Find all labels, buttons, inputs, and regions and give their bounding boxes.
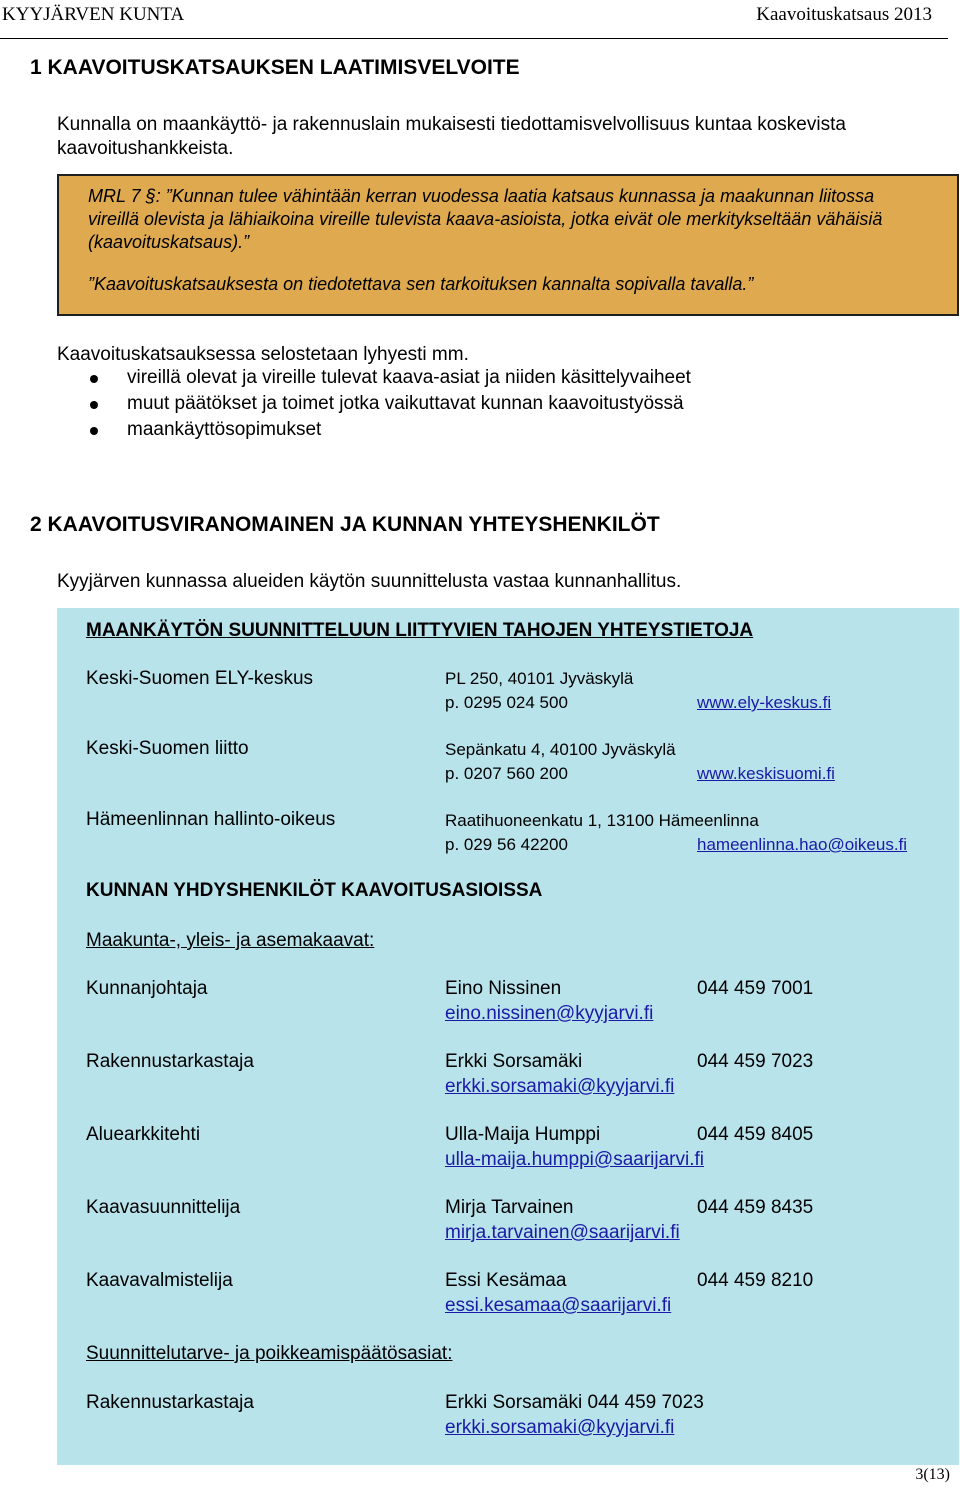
section2-heading: 2 KAAVOITUSVIRANOMAINEN JA KUNNAN YHTEYSHENKILÖT [30,513,660,536]
person-email-link[interactable]: essi.kesamaa@saarijarvi.fi [445,1295,672,1316]
person-role: Kaavavalmistelija [86,1270,233,1291]
person-name: Essi Kesämaa [445,1270,567,1291]
org-phone: p. 0295 024 500 [445,693,568,712]
section1-summary: Kaavoituskatsauksessa selostetaan lyhyesti mm. [57,344,469,365]
org-name: Keski-Suomen liitto [86,738,249,759]
person-name: Ulla-Maija Humppi [445,1124,601,1145]
bullet-item: muut päätökset ja toimet jotka vaikuttavat kunnan kaavoitustyössä [127,393,684,414]
quote-line2: vireillä olevista ja lähiaikoina vireille tulevista kaava-asioista, jotka eivät ole merkitykseltään vähäisiä [88,209,883,229]
section1-intro-line2: kaavoitushankkeista. [57,138,234,159]
bullet-dot [90,401,98,409]
person-email-link[interactable]: ulla-maija.humppi@saarijarvi.fi [445,1149,704,1170]
person-role: Aluearkkitehti [86,1124,201,1145]
plans-subtitle: Maakunta-, yleis- ja asemakaavat: [86,930,375,951]
person-role: Rakennustarkastaja [86,1392,254,1413]
person-phone: 044 459 7023 [697,1051,814,1072]
quote-line3: (kaavoituskatsaus).” [88,232,250,252]
quote-line1: MRL 7 §: ”Kunnan tulee vähintään kerran vuodessa laatia katsaus kunnassa ja maakunnan liitossa [88,186,875,206]
section2-intro: Kyyjärven kunnassa alueiden käytön suunnittelusta vastaa kunnanhallitus. [57,571,682,592]
person-name: Mirja Tarvainen [445,1197,574,1218]
person-phone: 044 459 8435 [697,1197,814,1218]
quote-line4: ”Kaavoituskatsauksesta on tiedotettava sen tarkoituksen kannalta sopivalla tavalla.” [88,274,754,294]
person-email-link[interactable]: eino.nissinen@kyyjarvi.fi [445,1003,654,1024]
header-rule [0,38,948,39]
person-phone: 044 459 8405 [697,1124,814,1145]
person-email-link[interactable]: mirja.tarvainen@saarijarvi.fi [445,1222,680,1243]
person-name-phone: Erkki Sorsamäki 044 459 7023 [445,1392,704,1413]
person-phone: 044 459 7001 [697,978,814,999]
org-email-link[interactable]: hameenlinna.hao@oikeus.fi [697,835,908,854]
header-left: KYYJÄRVEN KUNTA [2,4,185,25]
person-email-link[interactable]: erkki.sorsamaki@kyyjarvi.fi [445,1076,675,1097]
org-website-link[interactable]: www.ely-keskus.fi [697,693,832,712]
section1-intro-line1: Kunnalla on maankäyttö- ja rakennuslain mukaisesti tiedottamisvelvollisuus kuntaa koskevista [57,114,846,135]
contacts-title: MAANKÄYTÖN SUUNNITTELUUN LIITTYVIEN TAHOJEN YHTEYSTIETOJA [86,620,754,641]
org-website-link[interactable]: www.keskisuomi.fi [697,764,835,783]
permits-subtitle: Suunnittelutarve- ja poikkeamispäätösasiat: [86,1343,453,1364]
bullet-dot [90,375,98,383]
header-right: Kaavoituskatsaus 2013 [756,4,932,25]
person-name: Eino Nissinen [445,978,562,999]
person-name: Erkki Sorsamäki [445,1051,583,1072]
page-number: 3(13) [915,1466,950,1483]
org-phone: p. 0207 560 200 [445,764,568,783]
org-name: Hämeenlinnan hallinto-oikeus [86,809,336,830]
org-address: Raatihuoneenkatu 1, 13100 Hämeenlinna [445,811,759,830]
bullet-dot [90,427,98,435]
person-role: Kaavasuunnittelija [86,1197,241,1218]
bullet-item: maankäyttösopimukset [127,419,322,440]
person-phone: 044 459 8210 [697,1270,814,1291]
person-role: Kunnanjohtaja [86,978,208,999]
mrl-quote-box [57,174,959,316]
org-name: Keski-Suomen ELY-keskus [86,668,314,689]
org-address: Sepänkatu 4, 40100 Jyväskylä [445,740,676,759]
persons-title: KUNNAN YHDYSHENKILÖT KAAVOITUSASIOISSA [86,880,543,901]
person-role: Rakennustarkastaja [86,1051,254,1072]
bullet-item: vireillä olevat ja vireille tulevat kaava-asiat ja niiden käsittelyvaiheet [127,367,691,388]
person-email-link[interactable]: erkki.sorsamaki@kyyjarvi.fi [445,1417,675,1438]
contacts-box [57,608,959,1465]
org-address: PL 250, 40101 Jyväskylä [445,669,634,688]
section1-heading: 1 KAAVOITUSKATSAUKSEN LAATIMISVELVOITE [30,56,520,79]
org-phone: p. 029 56 42200 [445,835,568,854]
